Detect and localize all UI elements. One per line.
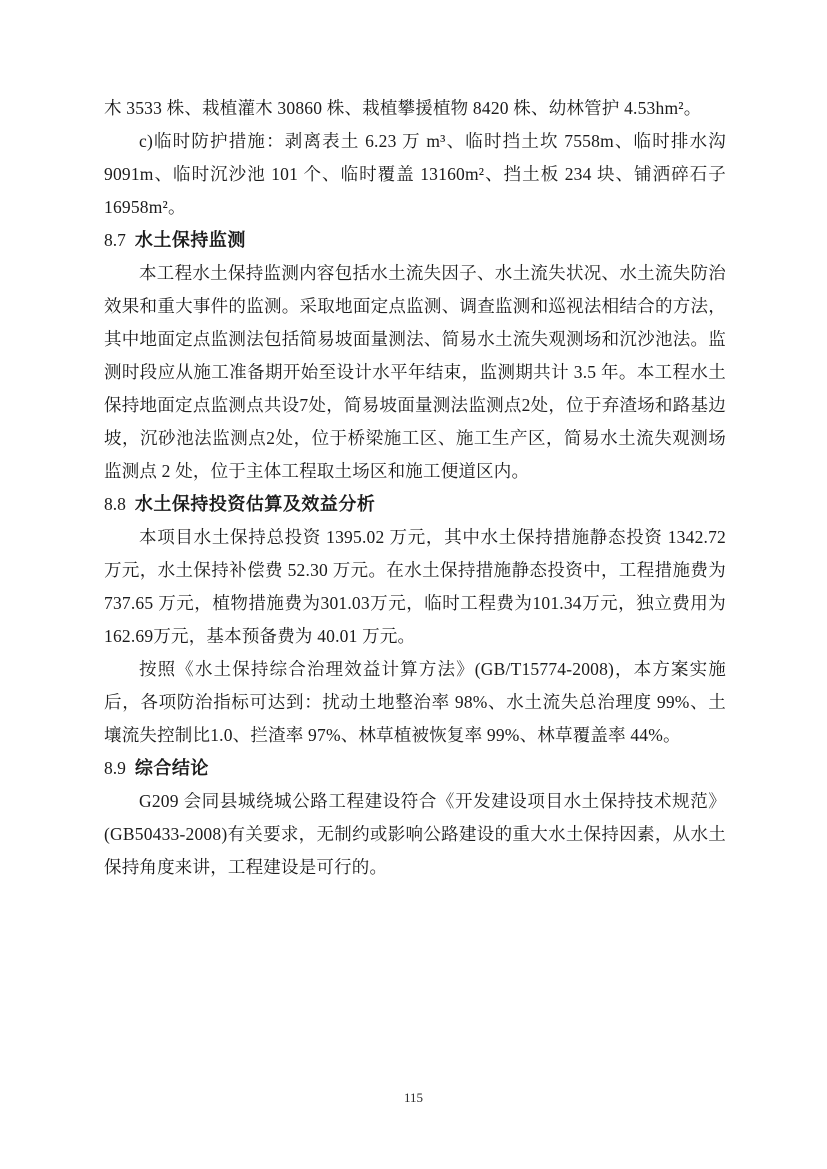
section-8-9-paragraph: G209 会同县城绕城公路工程建设符合《开发建设项目水土保持技术规范》(GB50433-2008)有关要求，无制约或影响公路建设的重大水土保持因素，从水土保持角度来讲，工程建设是可行的。: [104, 791, 726, 877]
section-title: 水土保持监测: [134, 230, 246, 250]
temporary-protection-paragraph: c)临时防护措施：剥离表土 6.23 万 m³、临时挡土坎 7558m、临时排水沟 9091m、临时沉沙池 101 个、临时覆盖 13160m²、挡土板 234 块、铺洒碎石子 16958m²。: [104, 131, 726, 217]
section-title: 综合结论: [134, 758, 209, 778]
section-8-7-paragraph: 本工程水土保持监测内容包括水土流失因子、水土流失状况、水土流失防治效果和重大事件的监测。采取地面定点监测、调查监测和巡视法相结合的方法，其中地面定点监测法包括简易坡面量测法、简易水土流失观测场和沉沙池法。监测时段应从施工准备期开始至设计水平年结束，监测期共计 3.5 年。本工程水土保持地面定点监测点共设7处，简易坡面量测法监测点2处，位于弃渣场和路基边坡，沉砂池法监测点2处，位于桥梁施工区、施工生产区，简易水土流失观测场监测点 2 处，位于主体工程取土场区和施工便道区内。: [104, 263, 726, 481]
section-heading-8-7: [104, 224, 726, 257]
section-heading-8-9: [104, 752, 726, 785]
section-8-8-paragraph-benefit: 按照《水土保持综合治理效益计算方法》(GB/T15774-2008)，本方案实施后，各项防治指标可达到：扰动土地整治率 98%、水土流失总治理度 99%、土壤流失控制比1.0、拦渣率 97%、林草植被恢复率 99%、林草覆盖率 44%。: [104, 659, 726, 745]
continuation-paragraph: 木 3533 株、栽植灌木 30860 株、栽植攀援植物 8420 株、幼林管护 4.53hm²。: [104, 98, 702, 118]
section-number: 8.8: [104, 494, 126, 514]
section-title: 水土保持投资估算及效益分析: [134, 494, 376, 514]
section-number: 8.7: [104, 230, 126, 250]
page-content: [104, 92, 726, 884]
section-8-8-paragraph-investment: 本项目水土保持总投资 1395.02 万元，其中水土保持措施静态投资 1342.72 万元，水土保持补偿费 52.30 万元。在水土保持措施静态投资中，工程措施费为 737.65 万元，植物措施费为301.03万元，临时工程费为101.34万元，独立费用为162.69万元，基本预备费为 40.01 万元。: [104, 527, 726, 646]
page-number: 115: [403, 1090, 424, 1105]
section-heading-8-8: [104, 488, 726, 521]
section-number: 8.9: [104, 758, 126, 778]
